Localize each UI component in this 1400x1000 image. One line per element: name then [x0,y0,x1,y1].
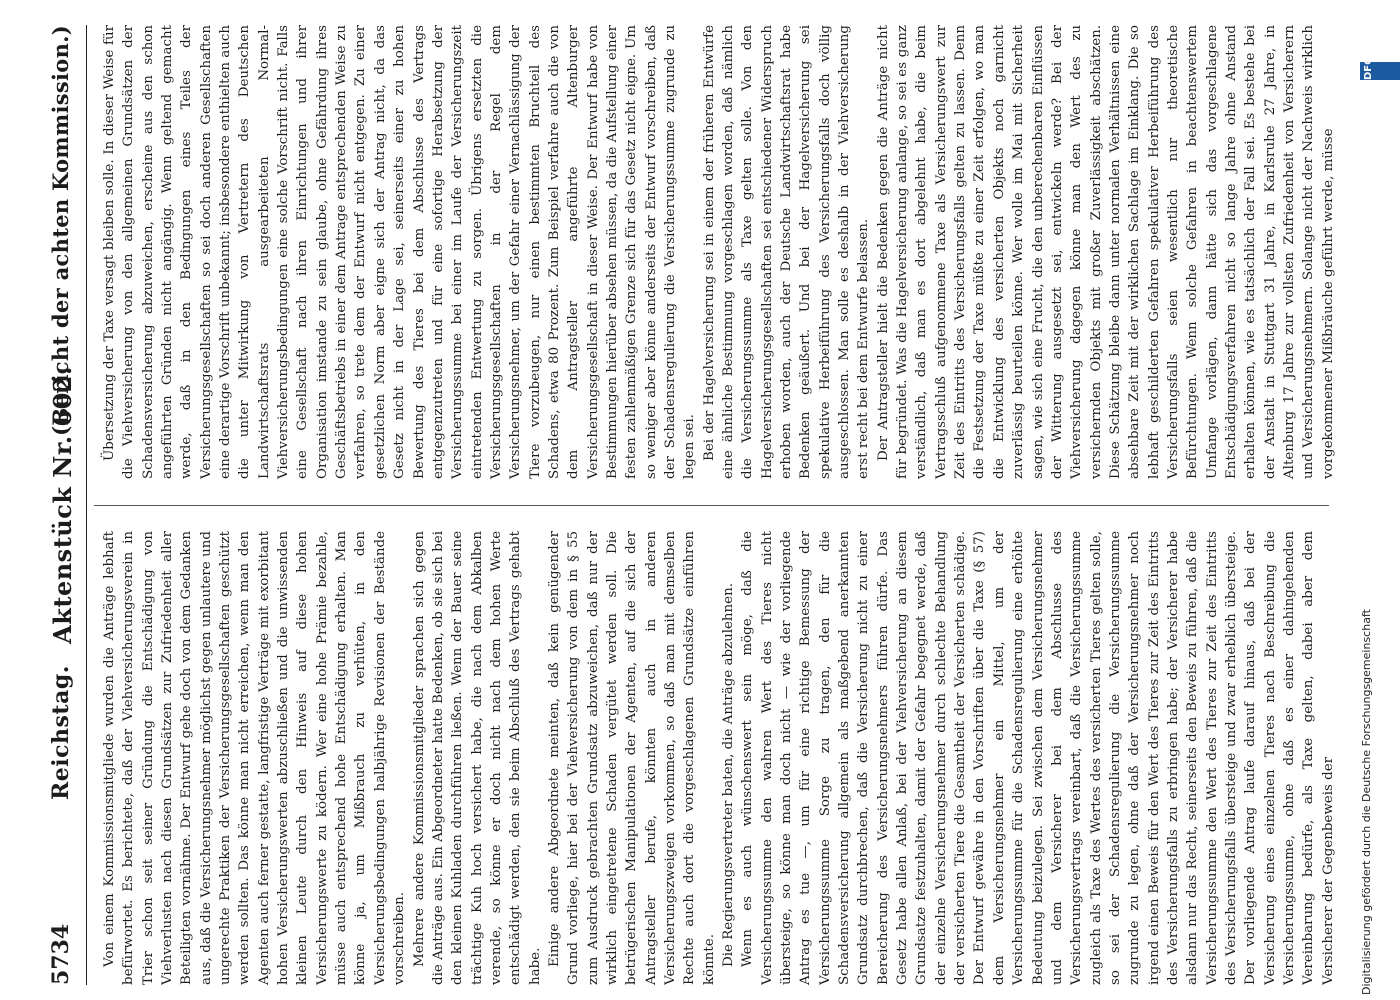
paragraph: Bei der Hagelversicherung sei in einem der früheren Entwürfe eine ähnliche Bestimmung vorgeschlagen worden, daß nämlich die Versicherungssumme als Taxe gelten solle. Von den Hagelversicherungsgesellschaften sei entschiedener Widerspruch erhoben worden, auch der Deutsche Landwirtschaftsrat habe Bedenken geäußert. Und bei der Hagelversicherung sei spekulative Herbeiführung des Versicherungsfalls doch völlig ausgeschlossen. Man solle es deshalb in der Viehversicherung erst recht bei dem Entwurfe belassen. [701,25,872,479]
text-column-right [100,25,1336,479]
paragraph: Mehrere andere Kommissionsmitglieder sprachen sich gegen die Anträge aus. Ein Abgeordneter hatte Bedenken, ob sie sich bei den kleinen Kuhladen durchführen ließen. Wenn der Bauer seine trächtige Kuh hoch versichert habe, die nach dem Abkalben verende, so könne er doch nicht nach dem hohen Werte entschädigt werden, den sie beim Abschluß des Vertrags gehabt habe. [411,531,543,985]
paragraph: Die Regierungsvertreter baten, die Anträge abzulehnen. [721,583,736,967]
header-commission-report: (Bericht der achten Kommission.) [48,25,73,436]
page-header [42,25,82,985]
paragraph: Übersetzung der Taxe versagt bleiben solle. In dieser Weise für die Viehversicherung von den allgemeinen Grundsätzen der Schadensversicherung abzuweichen, erscheine aus den schon angeführten Gründen nicht angängig. Wenn geltend gemacht werde, daß in den Bedingungen eines Teiles der Versicherungsgesellschaften so sei doch anderen Gesellschaften eine derartige Vorschrift unbekannt; insbesondere enthielten auch die unter Mitwirkung von Vertretern des Deutschen Landwirtschaftsrats ausgearbeiteten Normal-Viehversicherungsbedingungen eine solche Vorschrift nicht. Falls eine Gesellschaft nach ihren Einrichtungen und ihrer Organisation imstande zu sein glaube, ohne Gefährdung ihres Geschäftsbetriebs in einer dem Antrage entsprechenden Weise zu verfahren, so trete dem der Entwurf nicht entgegen. Zu einer gesetzlichen Norm aber eigne sich der Antrag nicht, da das Gesetz nicht in der Lage sei, seinerseits einer zu hohen Bewertung des Tieres bei dem Abschlusse des Vertrags entgegenzutreten und für eine sofortige Herabsetzung der Versicherungssumme bei einer im Laufe der Versicherungszeit eintretenden Entwertung zu sorgen. Übrigens ersetzten die Versicherungsgesellschaften in der Regel dem Versicherungsnehmer, um der Gefahr einer Vernachlässigung der Tiere vorzubeugen, nur einen bestimmten Bruchteil des Schadens, etwa 80 Prozent. Zum Beispiel verfahre auch die von dem Antragsteller angeführte Altenburger Versicherungsgesellschaft in dieser Weise. Der Entwurf habe von Bestimmungen hierüber absehen müssen, da die Aufstellung einer festen zahlenmäßigen Grenze sich für das Gesetz nicht eigne. Um so weniger aber könne anderseits der Entwurf vorschreiben, daß der Schadensregulierung die Versicherungssumme zugrunde zu legen sei. [102,25,698,479]
digitization-credit: Digitalisierung gefördert durch die Deutsche Forschungsgemeinschaft [1360,609,1373,995]
header-document-number: Aktenstück Nr. 602. [48,366,77,644]
paragraph: Einige andere Abgeordnete meinten, daß kein genügender Grund vorliege, hier bei der Viehversicherung von dem in § 55 zum Ausdruck gebrachten Grundsatz abzuweichen, daß nur der wirklich eingetretene Schaden vergütet werden soll. Die betrügerischen Manipulationen der Agenten, auf die sich der Antragsteller berufe, könnten auch in anderen Versicherungszweigen vorkommen, so daß man mit demselben Rechte auch dort die vorgeschlagenen Grundsätze einführen könnte. [546,531,717,985]
paragraph: Wenn es auch wünschenswert sein möge, daß die Versicherungssumme den wahren Wert des Tieres nicht übersteige, so könne man doch nicht — wie der vorliegende Antrag es tue —, um für eine richtige Bemessung der Versicherungssumme Sorge zu tragen, den für die Schadensversicherung allgemein als maßgebend anerkannten Grundsatz durchbrechen, daß die Versicherung nicht zu einer Bereicherung des Versicherungsnehmers führen dürfe. Das Gesetz habe allen Anlaß, bei der Viehversicherung an diesem Grundsatze festzuhalten, damit der Gefahr begegnet werde, daß der einzelne Versicherungsnehmer durch schlechte Behandlung der versicherten Tiere die Gesamtheit der Versicherten schädige. Der Entwurf gewähre in den Vorschriften über die Taxe (§ 57) dem Versicherungsnehmer ein Mittel, um der Versicherungssumme für die Schadensregulierung eine erhöhte Bedeutung beizulegen. Sei zwischen dem Versicherungsnehmer und dem Versicherer bei dem Abschlusse des Versicherungsvertrags vereinbart, daß die Versicherungssumme zugleich als Taxe des Wertes des versicherten Tieres gelten solle, so sei der Schadensregulierung die Versicherungssumme zugrunde zu legen, ohne daß der Versicherungsnehmer noch irgend einen Beweis für den Wert des Tieres zur Zeit des Eintritts des Versicherungsfalls zu erbringen habe; der Versicherer habe alsdann nur das Recht, seinerseits den Beweis zu führen, daß die Versicherungssumme den Wert des Tieres zur Zeit des Eintritts des Versicherungsfalls übersteige und zwar erheblich übersteige. Der vorliegende Antrag laufe darauf hinaus, daß bei der Versicherung eines einzelnen Tieres nach Beschreibung die Versicherungssumme, ohne daß es einer dahingehenden Vereinbarung bedürfe, als Taxe gelten, dabei aber dem Versicherer der Gegenbeweis der [740,531,1336,985]
paragraph: Von einem Kommissionsmitgliede wurden die Anträge lebhaft befürwortet. Es berichtete, daß der Viehversicherungsverein in Trier schon seit seiner Gründung die Entschädigung von Viehverlusten nach diesen Grundsätzen zur Zufriedenheit aller Beteiligten vornähme. Der Entwurf gehe doch von dem Gedanken aus, daß die Versicherungsnehmer möglichst gegen unlautere und ungerechte Praktiken der Versicherungsgesellschaften geschützt werden sollten. Das könne man nicht erreichen, wenn man den Agenten auch ferner gestatte, langfristige Verträge mit exorbitant hohen Versicherungswerten abzuschließen und die unwissenden kleinen Leute durch den Hinweis auf diese hohen Versicherungswerte zu ködern. Wer eine hohe Prämie bezahle, müsse auch entsprechend hohe Entschädigung erhalten. Man könne ja, um Mißbrauch zu verhüten, in den Versicherungsbedingungen halbjährige Revisionen der Bestände vorschreiben. [102,531,408,985]
header-rule [86,25,87,985]
text-column-left [100,531,1336,985]
page-number: 5734 [48,923,74,985]
column-divider [94,505,1329,506]
paragraph: Der Antragsteller hielt die Bedenken gegen die Anträge nicht für begründet. Was die Hagelversicherung anlange, so sei es ganz verständlich, daß man es dort abgelehnt habe, die beim Vertragsschluß aufgenommene Taxe als Versicherungswert zur Zeit des Eintritts des Versicherungsfalls gelten zu lassen. Denn die Festsetzung der Taxe müßte zu einer Zeit erfolgen, wo man die Entwicklung des versicherten Objekts noch garnicht zuverlässig beurteilen könne. Wer wolle im Mai mit Sicherheit sagen, wie sich eine Frucht, die den unberechenbaren Einflüssen der Witterung ausgesetzt sei, entwickeln werde? Bei der Viehversicherung dagegen könne man den Wert des zu versichernden Objekts mit großer Zuverlässigkeit abschätzen. Diese Schätzung bleibe dann unter normalen Verhältnissen eine absehbare Zeit mit der wirklichen Sachlage im Einklang. Die so lebhaft geschilderten Gefahren spekulativer Herbeiführung des Versicherungsfalls seien wesentlich nur theoretische Befürchtungen. Wenn solche Gefahren in beachtenswertem Umfange vorlägen, dann hätte sich das vorgeschlagene Entschädigungsverfahren nicht so lange Jahre ohne Anstand erhalten können, wie es tatsächlich der Fall sei. Es bestehe bei der Anstalt in Stuttgart 31 Jahre, in Karlsruhe 27 Jahre, in Altenburg 17 Jahre zur vollsten Zufriedenheit von Versicherern und Versicherungsnehmern. Solange nicht der Nachweis wirklich vorgekommener Mißbräuche geführt werde, müsse [875,25,1336,479]
header-reichstag: Reichstag. [48,665,74,800]
dfg-logo: DFG [1360,62,1400,80]
document-page [42,25,1342,985]
